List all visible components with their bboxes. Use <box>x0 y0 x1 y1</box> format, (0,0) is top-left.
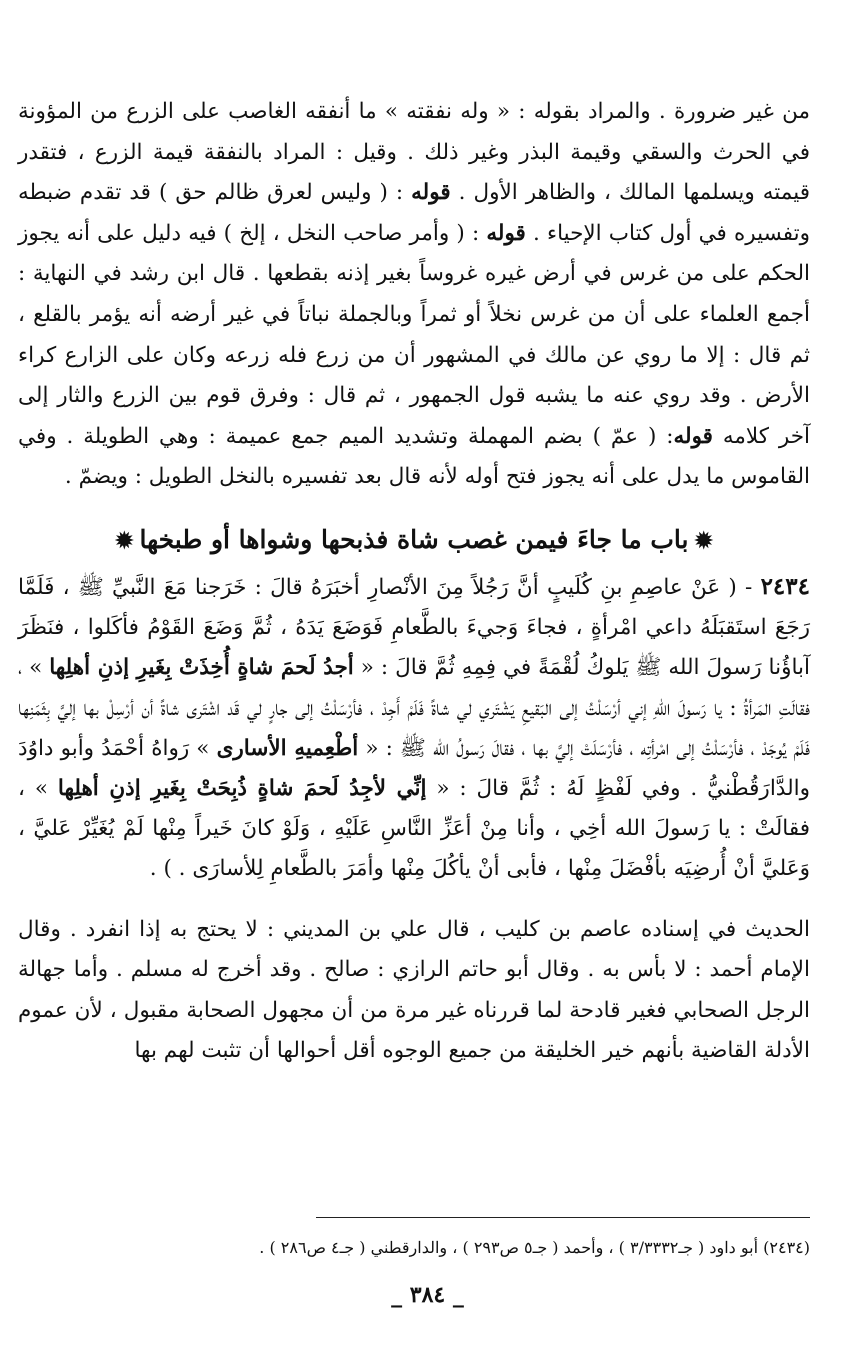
star-ornament-icon: ✹ <box>115 527 134 554</box>
hadith-bold-segment: أجدُ لَحمَ شاةٍ أُخِذَتْ بِغَيرِ إذنِ أهلِها <box>49 655 354 681</box>
chapter-title: باب ما جاءَ فيمن غصب شاة فذبحها وشواها أو طبخها <box>139 524 689 554</box>
star-ornament-icon: ✹ <box>694 527 713 554</box>
commentary-bottom: الحديث في إسناده عاصم بن كليب ، قال علي بن المديني : لا يحتج به إذا انفرد . وقال الإمام أحمد : لا بأس به . وقال أبو حاتم الرازي : صالح . وقد أخرج له مسلم . وأما جهالة الرجل الصحابي فغير قادحة لما قررناه غير مرة من أن مجهول الصحابة مقبول ، لأن عموم الأدلة القاضية بأنهم خير الخليقة من جميع الوجوه أقل أحوالها أن تثبت لهم بها <box>18 916 810 1064</box>
page-body <box>18 92 810 1072</box>
hadith-segment: » رَواهُ أحْمَدُ وأبو داوُدَ والدَّارَقُطْنيُّ . وفي لَفْظٍ لَهُ : ثُمَّ قالَ : « <box>18 735 810 801</box>
commentary-segment: : ( عمّ ) بضم المهملة وتشديد الميم جمع عميمة : وهي الطويلة . وفي القاموس ما يدل على أنه يجوز فتح أوله لأنه قال بعد تفسيره بالنخل الطويل : ويضمّ . <box>18 423 810 490</box>
footnote: (٢٤٣٤) أبو داود ( جـ٣/٣٣٣٢ ) ، وأحمد ( جـ٥ ص٢٩٣ ) ، والدارقطني ( جـ٤ ص٢٨٦ ) . <box>259 1238 810 1257</box>
commentary-segment: : ( وأمر صاحب النخل ، إلخ ) فيه دليل على أنه يجوز الحكم على من غرس في أرض غيره غروساً بغير إذنه بقطعها . قال ابن رشد في النهاية : أجمع العلماء على أن من غرس نخلاً أو ثمراً وبالجملة نباتاً في غير أرضه أنه يؤمر بالقلع ، ثم قال : إلا ما روي عن مالك في المشهور أن من زرع فله زرعه وكان على الزارع كراء الأرض . وقد روي عنه ما يشبه قول الجمهور ، ثم قال : وفرق قوم بين الزرع والثار إلى آخر كلامه <box>18 220 810 449</box>
commentary-bold-segment: قوله <box>411 180 451 206</box>
footnote-divider <box>316 1217 810 1218</box>
commentary-top <box>18 92 810 498</box>
hadith-segment: - ( عَنْ عاصِمِ بنِ كُلَيبٍ أنَّ رَجُلاً مِنَ الأنْصارِ أخبَرَهُ قالَ : خَرَجنا مَعَ النَّبيِّ ﷺ ، فَلَمَّا رَجَعَ استَقبَلَهُ داعي امْرأةٍ ، فجاءَ وَجيءَ بالطَّعامِ فَوَضَعَ يَدَهُ ، ثُمَّ وَضَعَ القَوْمُ فأكَلوا ، فنَظَرَ آباؤُنا رَسولَ الله ﷺ يَلوكُ لُقْمَةً في فِمِهِ ثُمَّ قالَ : « <box>18 574 810 681</box>
commentary-bold-segment: قوله <box>486 220 526 246</box>
page-number: _ ٣٨٤ _ <box>391 1282 464 1308</box>
hadith-number: ٢٤٣٤ <box>760 572 810 600</box>
chapter-heading <box>18 520 810 561</box>
commentary-bold-segment: قوله <box>673 423 713 449</box>
section-gap <box>18 890 810 910</box>
hadith-segment: » ، فقالَتْ : يا رَسولَ الله أخِي ، وأنا مِنْ أعَزِّ النَّاسِ عَلَيْهِ ، وَلَوْ كانَ خَيراً مِنْها لَمْ يُغَيِّرْ عَليَّ ، وَعَليَّ أنْ أُرضِيَه بأفْضَلَ مِنْها ، فأبى أنْ يأكُلَ مِنْها وأمَرَ بالطَّعامِ لِلأسارَى . ) . <box>18 775 810 882</box>
commentary-segment: : ( وليس لعرق ظالم حق ) قد تقدم ضبطه وتفسيره في أول كتاب الإحياء . <box>18 180 810 246</box>
commentary-segment: من غير ضرورة . والمراد بقوله : « وله نفقته » ما أنفقه الغاصب على الزرع من المؤونة في الحرث والسقي وقيمة البذر وغير ذلك . وقيل : المراد بالنفقة قيمة الزرع ، فتقدر قيمته ويسلمها المالك ، والظاهر الأول . <box>18 99 810 206</box>
hadith-segment: » ، فقالَتِ المَرأةُ : يا رَسولَ اللهِ إني أرْسَلْتُ إلى البَقيعِ يَشْتَري لي شاةً فَلَمْ أَجِدْ ، فأرْسَلْتُ إلى جارٍ لي قَد اشْتَرى شاةً أن أرْسِلْ بها إليَّ بِثَمَنِها فَلَمْ يُوجَدْ ، فأرْسَلْتُ إلى امْرأتِه ، فأرْسَلَتْ إليَّ بها ، فقالَ رَسولُ الله ﷺ : « <box>18 655 810 761</box>
hadith-bold-segment: أطْعِميهِ الأسارى <box>216 735 359 761</box>
hadith-text <box>18 567 810 890</box>
hadith-bold-segment: إنِّي لأجِدُ لَحمَ شاةٍ ذُبِحَتْ بِغَيرِ إذنِ أهلِها <box>57 775 427 801</box>
